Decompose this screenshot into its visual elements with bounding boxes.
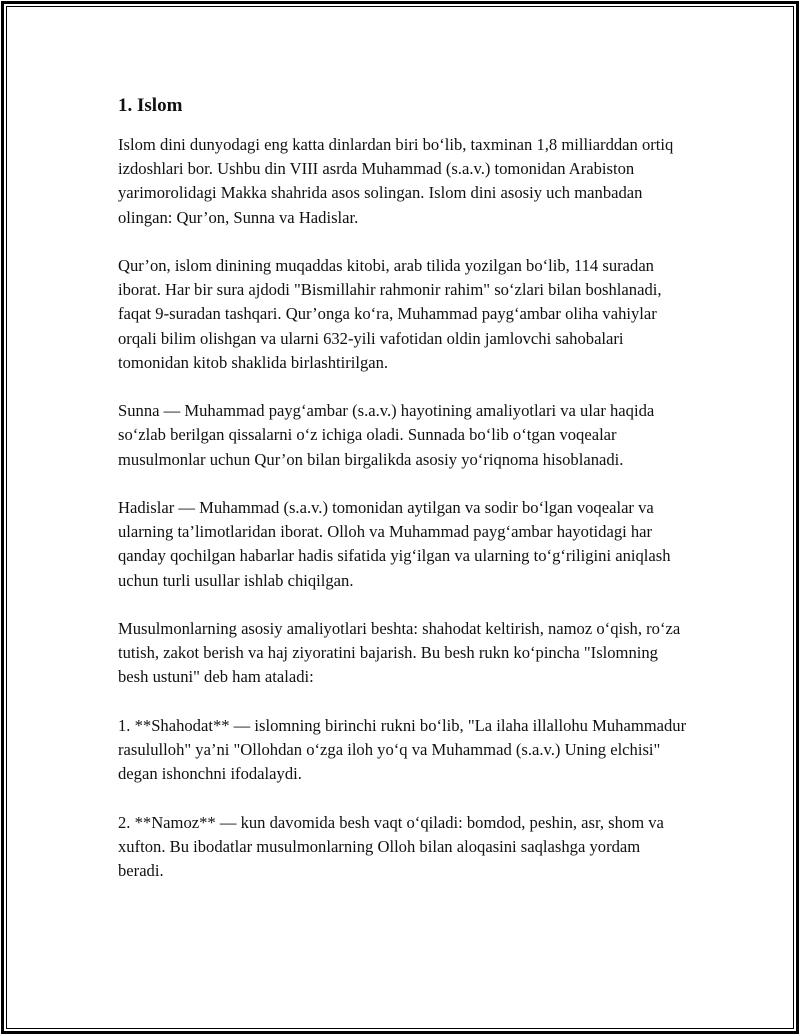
paragraph-sunna: Sunna — Muhammad payg‘ambar (s.a.v.) hayotining amaliyotlari va ular haqida so‘zlab berilgan qissalarni o‘z ichiga oladi. Sunnada bo‘lib o‘tgan voqealar musulmonlar uchun Qur’on bilan birgalikda asosiy yo‘riqnoma hisoblanadi. — [118, 401, 655, 469]
paragraph-intro: Islom dini dunyodagi eng katta dinlardan biri bo‘lib, taxminan 1,8 milliarddan ortiq izdoshlari bor. Ushbu din VIII asrda Muhammad (s.a.v.) tomonidan Arabiston yarimorolidagi Makka shahrida asos solingan. Islom dini asosiy uch manbadan olingan: Qur’on, Sunna va Hadislar. — [118, 135, 674, 227]
paragraph-namoz: 2. **Namoz** — kun davomida besh vaqt o‘qiladi: bomdod, peshin, asr, shom va xufton. Bu ibodatlar musulmonlarning Olloh bilan aloqasini saqlashga yordam beradi. — [118, 812, 664, 880]
paragraph-shahodat: 1. **Shahodat** — islomning birinchi rukni bo‘lib, "La ilaha illallohu Muhammadur rasululloh" ya’ni "Ollohdan o‘zga iloh yo‘q va Muhammad (s.a.v.) Uning elchisi" degan ishonchni ifodalaydi. — [118, 715, 687, 784]
paragraph-quran: Qur’on, islom dinining muqaddas kitobi, arab tilida yozilgan bo‘lib, 114 suradan iborat. Har bir sura ajdodi "Bismillahir rahmonir rahim" so‘zlari bilan boshlanadi, faqat 9-suradan tashqari. Qur’onga ko‘ra, Muhammad payg‘ambar oliha vahiylar orqali bilim olishgan va ularni 632-yili vafotidan oldin jamlovchi sahobalari tomonidan kitob shaklida birlashtirilgan. — [118, 256, 662, 372]
paragraph-pillars-intro: Musulmonlarning asosiy amaliyotlari beshta: shahodat keltirish, namoz o‘qish, ro‘za tutish, zakot berish va haj ziyoratini bajarish. Bu besh rukn ko‘pincha "Islomning besh ustuni" deb ham ataladi: — [118, 619, 681, 687]
section-heading: 1. Islom — [118, 95, 183, 116]
document-body — [118, 94, 688, 907]
paragraph-hadislar: Hadislar — Muhammad (s.a.v.) tomonidan aytilgan va sodir bo‘lgan voqealar va ularning ta’limotlaridan iborat. Olloh va Muhammad payg‘ambar hayotidagi har qanday qochilgan habarlar hadis sifatida yig‘ilgan va ularning to‘g‘riligini aniqlash uchun turli usullar ishlab chiqilgan. — [118, 498, 671, 590]
